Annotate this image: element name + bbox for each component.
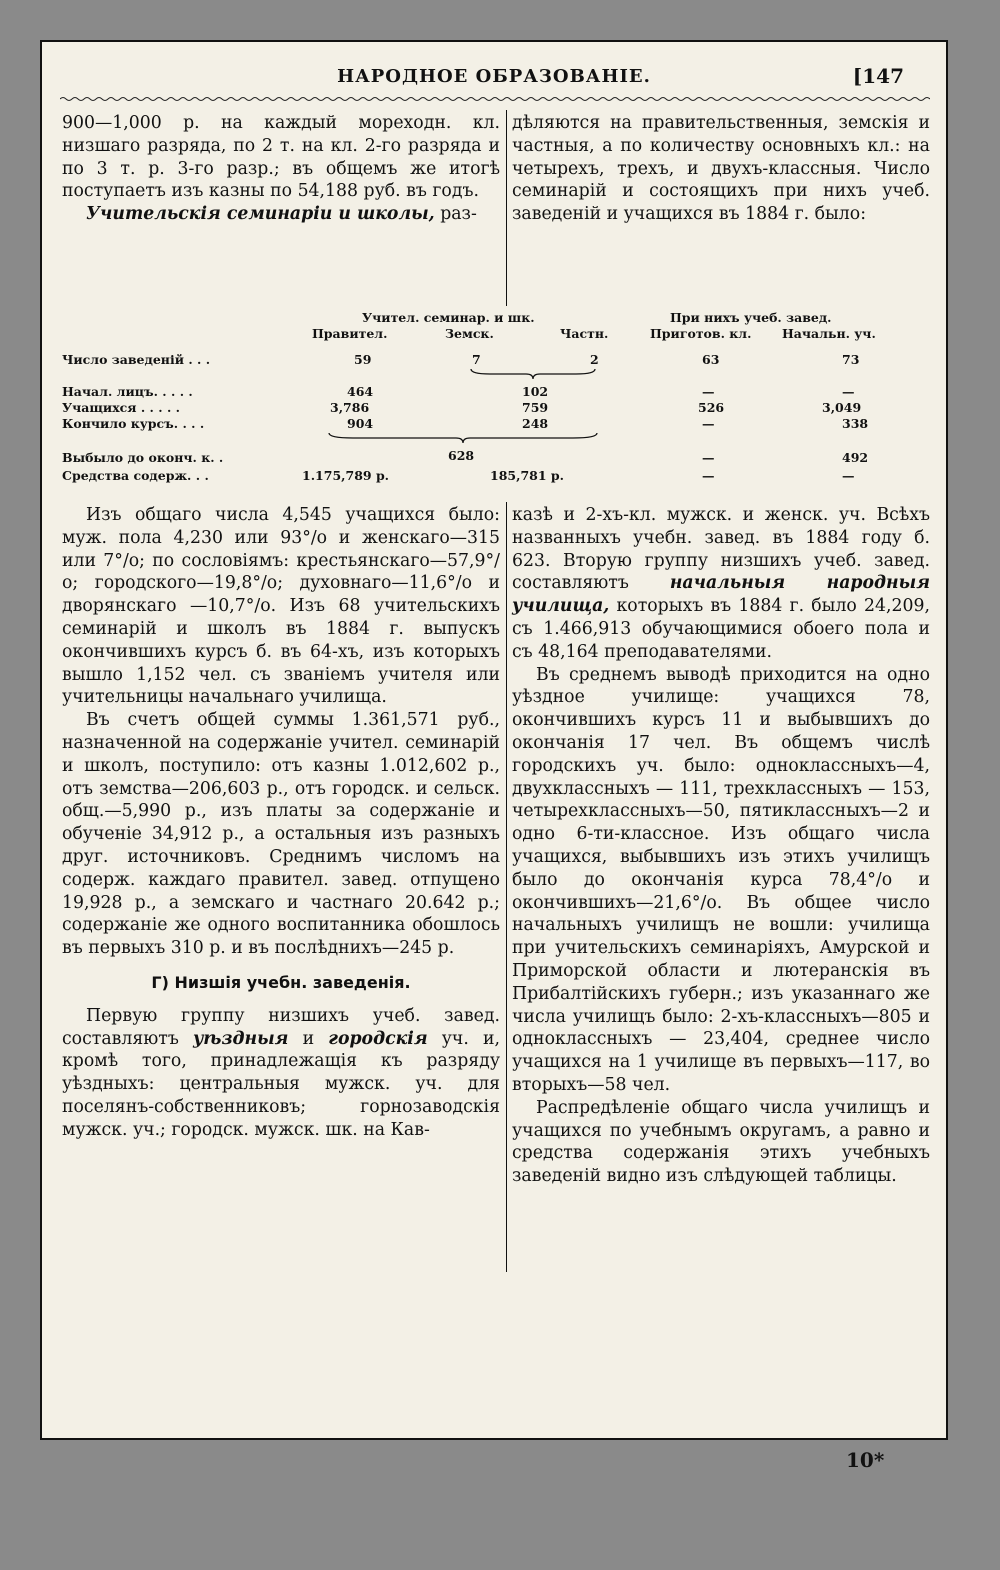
book-page (40, 40, 948, 1440)
paragraph: Въ среднемъ выводѣ приходится на одно уѣздное училище: учащихся 78, окончившихъ курсъ 11 и выбывшихъ до окончанія 17 чел. Въ общемъ числѣ городскихъ уч. было: одноклассныхъ—4, двухклассныхъ — 111, трехклассныхъ — 153, четырехклассныхъ—50, пятиклассныхъ—2 и одно 6-ти-классное. Изъ общаго числа учащихся, выбывшихъ изъ этихъ училищъ было до окончанія курса 78,4°/о и окончившихъ—21,6°/о. Въ общее число начальныхъ училищъ не вошли: училища при учительскихъ семинаріяхъ, Амурской и Приморской области и лютеранскія въ Прибалтійскихъ губерн.; изъ указаннаго же числа училищъ было: 2-хъ-классныхъ—805 и одноклассныхъ — 23,404, среднее число учащихся на 1 училище въ первыхъ—117, во вторыхъ—58 чел. (512, 664, 930, 1095)
table-cell: 492 (842, 450, 869, 465)
table-cell: 2 (590, 352, 599, 367)
table-cell: 628 (448, 448, 475, 463)
row-label: Средства содерж. . . (62, 468, 209, 483)
table-cell: 464 (347, 384, 374, 399)
column-divider (506, 110, 507, 306)
table-cell: 3,049 (822, 400, 862, 415)
table-cell: 338 (842, 416, 869, 431)
table-cell: — (842, 384, 855, 399)
table-cell: 59 (354, 352, 372, 367)
paragraph: 900—1,000 р. на каждый мореходн. кл. низшаго разряда, по 2 т. на кл. 2-го разряда и по 3 т. р. 3-го разр.; въ общемъ же итогѣ поступаетъ изъ казны по 54,188 руб. въ годъ. (62, 113, 500, 202)
paragraph: Въ счетъ общей суммы 1.361,571 руб., назначенной на содержаніе учител. семинарій и школъ, поступило: отъ казны 1.012,602 р., отъ земства—206,603 р., отъ городск. и сельск. общ.—5,990 р., изъ платы за содержаніе и обученіе 34,912 р., а остальныя изъ разныхъ друг. источниковъ. Среднимъ числомъ на содерж. каждаго правител. завед. отпущено 19,928 р., а земскаго и частнаго 20.642 р.; содержаніе же одного воспитанника обошлось въ первыхъ 310 р. и въ послѣднихъ—245 р. (62, 710, 500, 959)
table-cell: 1.175,789 р. (302, 468, 390, 483)
row-label: Кончило курсъ. . . . (62, 416, 205, 431)
signature-mark: 10* (846, 1448, 885, 1472)
row-label: Учащихся . . . . . (62, 400, 181, 415)
italic-phrase: Учительскія семинаріи и школы, (86, 204, 435, 225)
section-heading: Г) Низшія учебн. заведенія. (151, 972, 411, 992)
text-run: которыхъ въ 1884 г. было 24,209, съ 1.466,913 обучающимися обоего пола и съ 48,164 преподавателями. (512, 596, 930, 662)
table-cell: 526 (698, 400, 725, 415)
paragraph (512, 504, 930, 664)
column-header: Приготов. кл. (650, 326, 752, 341)
row-label: Начал. лицъ. . . . . (62, 384, 193, 399)
header-wavy-rule (60, 96, 930, 102)
page-number: [147 (852, 64, 904, 88)
table-group-header: Учител. семинар. и шк. (362, 310, 535, 325)
table-cell: 904 (347, 416, 374, 431)
table-cell: 3,786 (330, 400, 370, 415)
table-brace (470, 368, 596, 380)
table-cell: 7 (472, 352, 481, 367)
paragraph (62, 203, 500, 226)
paragraph: дѣляются на правительственныя, земскія и частныя, а по количеству основныхъ кл.: на четырехъ, трехъ, и двухъ-классныя. Число семинарій и состоящихъ при нихъ учеб. заведеній и учащихся въ 1884 г. было: (512, 113, 930, 225)
italic-phrase: городскія (328, 1028, 428, 1049)
page-title: НАРОДНОЕ ОБРАЗОВАНІЕ. (337, 66, 651, 87)
table-cell: — (702, 416, 715, 431)
statistics-table (62, 310, 922, 492)
column-header: Частн. (560, 326, 609, 341)
table-cell: — (702, 384, 715, 399)
table-cell: 73 (842, 352, 860, 367)
table-cell: — (702, 450, 715, 465)
table-cell: 63 (702, 352, 720, 367)
table-cell: 248 (522, 416, 549, 431)
italic-phrase: начальныя народныя училища, (512, 573, 930, 617)
column-divider (506, 502, 507, 1272)
row-label: Число заведеній . . . (62, 352, 211, 367)
left-column-bottom (62, 504, 500, 1142)
table-cell: — (842, 468, 855, 483)
italic-phrase: уѣздныя (192, 1028, 289, 1049)
column-header: Правител. (312, 326, 388, 341)
row-label: Выбыло до оконч. к. . (62, 450, 224, 465)
table-cell: 185,781 р. (490, 468, 564, 483)
text-run: Первую группу низшихъ учеб. завед. составляютъ (62, 1005, 500, 1049)
text-run: раз- (434, 204, 477, 225)
paragraph: Изъ общаго числа 4,545 учащихся было: муж. пола 4,230 или 93°/о и женскаго—315 или 7°/о; по сословіямъ: крестьянскаго—57,9°/о; городского—19,8°/о; духовнаго—11,6°/о и дворянскаго —10,7°/о. Изъ 68 учительскихъ семинарій и школъ въ 1884 г. выпускъ окончившихъ курсъ б. въ 64-хъ, изъ которыхъ вышло 1,152 чел. съ званіемъ учителя или учительницы начальнаго училища. (62, 505, 500, 708)
table-cell: 759 (522, 400, 549, 415)
paragraph (62, 1005, 500, 1142)
table-brace (328, 432, 598, 444)
table-cell: — (702, 468, 715, 483)
right-column-top (512, 112, 930, 226)
text-run: казѣ и 2-хъ-кл. мужск. и женск. уч. Всѣхъ названныхъ учебн. завед. въ 1884 году б. 623. Вторую группу низшихъ учеб. завед. составляютъ (512, 505, 930, 594)
table-cell: 102 (522, 384, 549, 399)
right-column-bottom (512, 504, 930, 1188)
column-header: Земск. (445, 326, 494, 341)
text-run: уч. и, кромѣ того, принадлежащія къ разряду уѣздныхъ: центральныя мужск. уч. для поселянъ-собственниковъ; горнозаводскія мужск. уч.; городск. мужск. шк. на Кав- (62, 1028, 500, 1140)
paragraph: Распредѣленіе общаго числа училищъ и учащихся по учебнымъ округамъ, а равно и средства содержанія этихъ учебныхъ заведеній видно изъ слѣдующей таблицы. (512, 1097, 930, 1187)
left-column-top (62, 112, 500, 226)
table-group-header: При нихъ учеб. завед. (670, 310, 832, 325)
column-header: Начальн. уч. (782, 326, 876, 341)
text-run: и (288, 1028, 329, 1049)
